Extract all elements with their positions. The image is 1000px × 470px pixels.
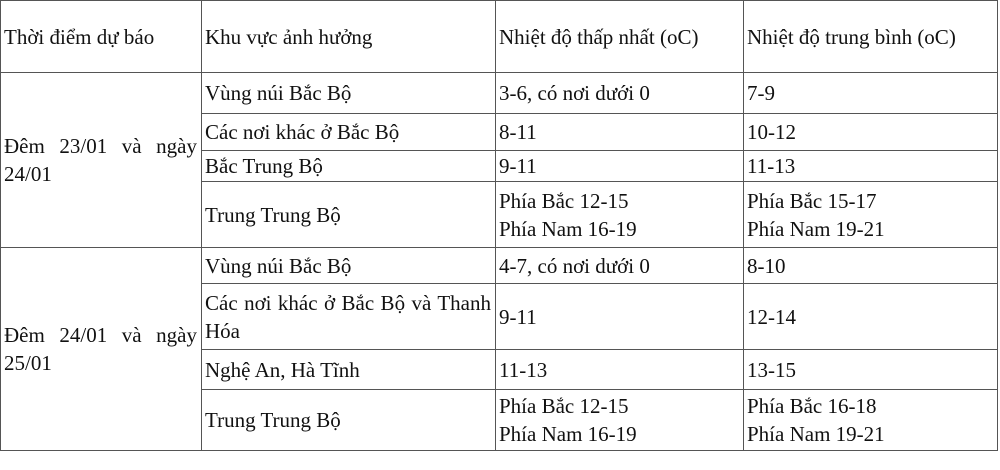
avg-temp-value: 10-12 [747,120,796,144]
min-temp-value: 8-11 [499,120,537,144]
region-cell: Vùng núi Bắc Bộ [202,248,496,284]
min-temp-north-value: Phía Bắc 12-15 [499,394,629,418]
table-header-row [1,1,998,73]
region-cell: Các nơi khác ở Bắc Bộ và Thanh Hóa [202,284,496,350]
header-affected-region: Khu vực ảnh hưởng [202,1,496,73]
region-cell: Trung Trung Bộ [202,182,496,248]
avg-temp-cell [744,114,998,151]
avg-temp-value: 12-14 [747,304,796,329]
min-temp-cell [496,248,744,284]
avg-temp-north-value: Phía Bắc 15-17 [747,188,877,213]
forecast-period-cell: Đêm 24/01 và ngày 25/01 [1,248,202,451]
avg-temp-cell [744,284,998,350]
region-cell: Nghệ An, Hà Tĩnh [202,350,496,390]
region-cell: Vùng núi Bắc Bộ [202,73,496,114]
avg-temp-south-value: Phía Nam 19-21 [747,422,885,446]
avg-temp-south-value: Phía Nam 19-21 [747,216,885,241]
min-temp-cell [496,390,744,451]
min-temp-cell [496,182,744,248]
avg-temp-north-value: Phía Bắc 16-18 [747,394,877,418]
header-min-temperature: Nhiệt độ thấp nhất (oC) [496,1,744,73]
avg-temp-cell [744,248,998,284]
min-temp-cell [496,284,744,350]
avg-temp-value: 7-9 [747,81,775,105]
table-row [1,248,998,284]
table-row [1,73,998,114]
region-cell: Trung Trung Bộ [202,390,496,451]
avg-temp-cell [744,182,998,248]
min-temp-north-value: Phía Bắc 12-15 [499,188,629,213]
region-cell: Các nơi khác ở Bắc Bộ [202,114,496,151]
min-temp-cell [496,114,744,151]
avg-temp-value: 11-13 [747,154,796,178]
min-temp-south-value: Phía Nam 16-19 [499,216,637,241]
min-temp-value: 3-6, có nơi dưới 0 [499,81,650,105]
min-temp-value: 11-13 [499,357,548,382]
min-temp-value: 9-11 [499,154,537,178]
min-temp-cell [496,350,744,390]
avg-temp-value: 13-15 [747,357,796,382]
avg-temp-cell [744,151,998,182]
avg-temp-cell [744,390,998,451]
min-temp-cell [496,73,744,114]
avg-temp-cell [744,73,998,114]
forecast-period-cell: Đêm 23/01 và ngày 24/01 [1,73,202,248]
min-temp-value: 9-11 [499,304,537,329]
header-forecast-time: Thời điểm dự báo [1,1,202,73]
min-temp-cell [496,151,744,182]
min-temp-value: 4-7, có nơi dưới 0 [499,253,650,278]
avg-temp-cell [744,350,998,390]
header-avg-temperature: Nhiệt độ trung bình (oC) [744,1,998,73]
avg-temp-value: 8-10 [747,253,786,278]
region-cell: Bắc Trung Bộ [202,151,496,182]
min-temp-south-value: Phía Nam 16-19 [499,422,637,446]
